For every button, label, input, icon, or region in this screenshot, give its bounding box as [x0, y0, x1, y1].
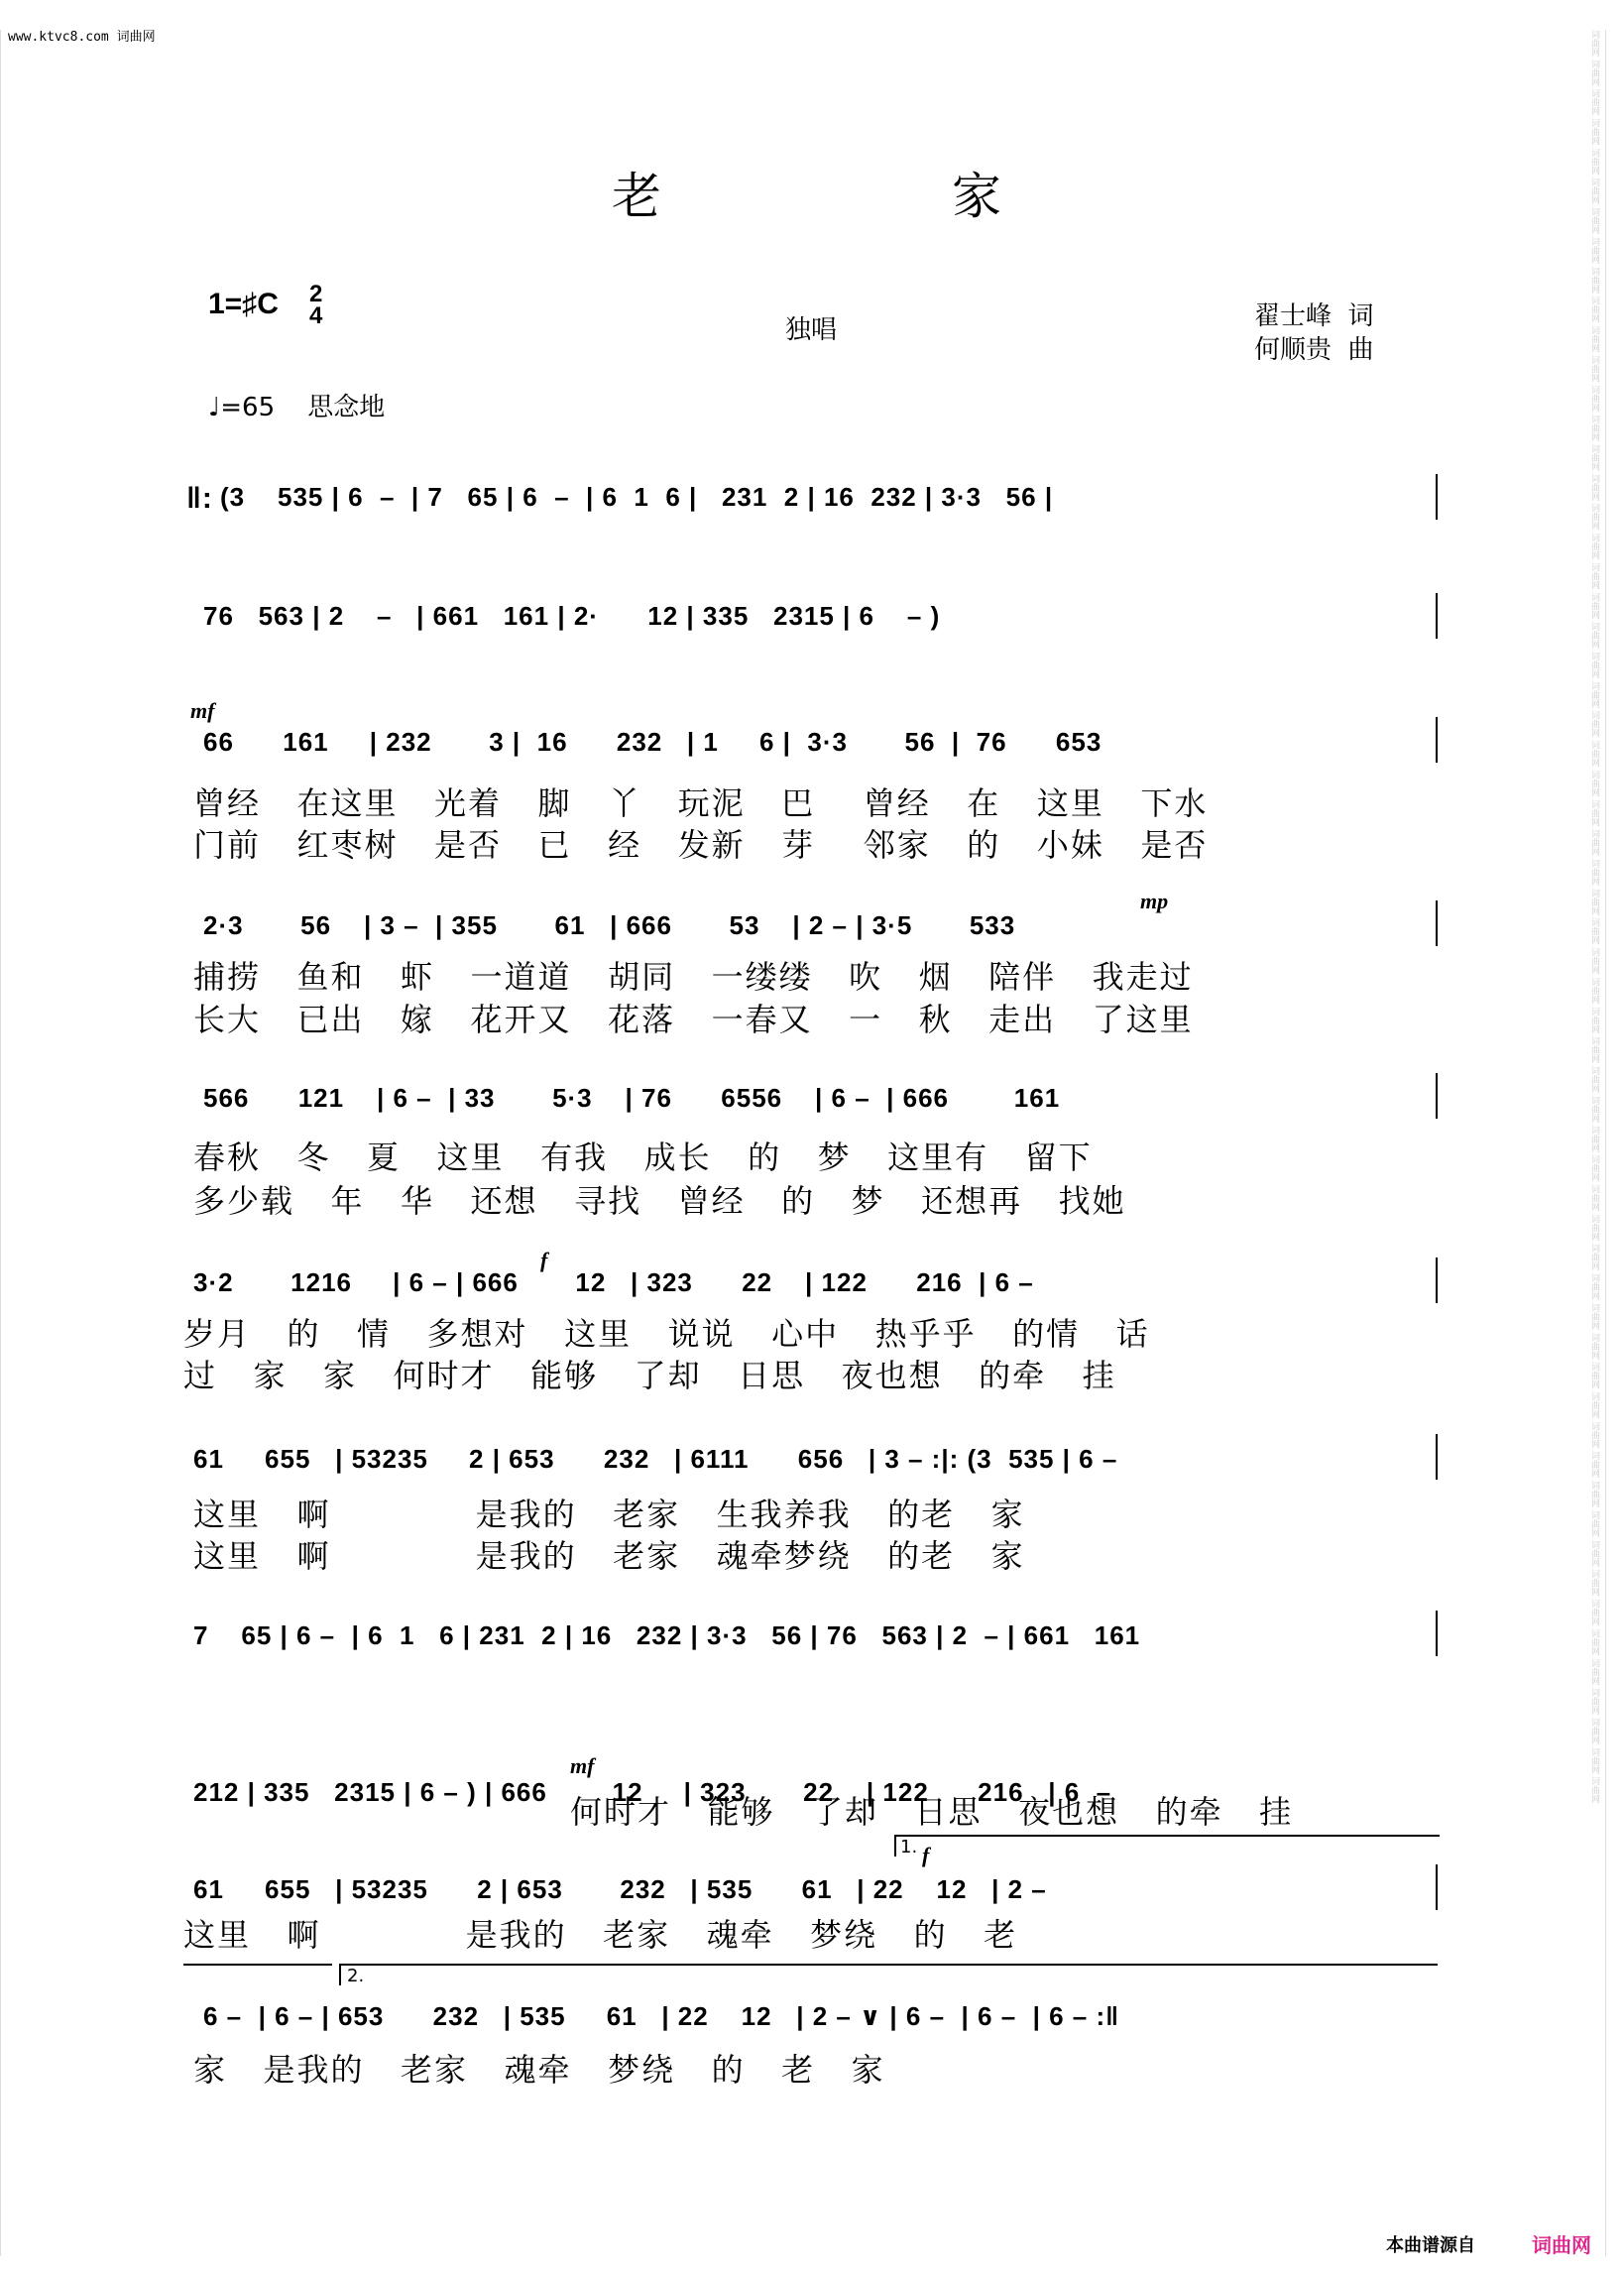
barline	[1436, 1258, 1438, 1303]
notation-line-6: 3·2 1216 | 6 – | 666 12 | 323 22 | 122 216 | 6 –	[193, 1267, 1034, 1297]
notation-line-4: 2·3 56 | 3 – | 355 61 | 666 53 | 2 – | 3·5 533	[203, 910, 1016, 940]
lyrics-line-10: 这里 啊 是我的 老家 魂牵 梦绕 的 老	[183, 1916, 1018, 1954]
tempo-marking: ♩=65 思念地	[208, 393, 386, 422]
notation-line-8: 7 65 | 6 – | 6 1 6 | 231 2 | 16 232 | 3·3 56 | 76 563 | 2 – | 661 161	[193, 1620, 1141, 1650]
dynamic-mp: mp	[1140, 889, 1169, 913]
footer-brand[interactable]: 词曲网	[1532, 2233, 1591, 2257]
lyrics-line-6-verse-2: 过 家 家 何时才 能够 了却 日思 夜也想 的牵 挂	[183, 1357, 1116, 1394]
dynamic-mf: mf	[190, 698, 215, 723]
barline	[1436, 474, 1438, 520]
barline	[1436, 1073, 1438, 1119]
lyricist: 翟士峰 词	[1254, 301, 1374, 331]
title-char-1: 老	[612, 168, 661, 225]
lyrics-line-4-verse-1: 捕捞 鱼和 虾 一道道 胡同 一缕缕 吹 烟 陪伴 我走过	[193, 958, 1194, 996]
dynamic-f: f	[922, 1843, 930, 1867]
notation-line-10: 61 655 | 53235 2 | 653 232 | 535 61 | 22 12 | 2 –	[193, 1874, 1047, 1904]
time-bottom: 4	[309, 302, 323, 329]
repeat-start: ‖:	[186, 482, 213, 515]
time-signature	[309, 281, 323, 329]
lyrics-line-6-verse-1: 岁月 的 情 多想对 这里 说说 心中 热乎乎 的情 话	[183, 1315, 1150, 1353]
notation-line-7: 61 655 | 53235 2 | 653 232 | 6111 656 | 3 – :|: (3 535 | 6 –	[193, 1444, 1118, 1474]
volta-bracket-1-end	[183, 1964, 332, 1985]
volta-bracket-1	[894, 1835, 1440, 1857]
dynamic-f: f	[540, 1248, 548, 1272]
right-watermark-strip: 词曲网 词曲网 词曲网 词曲网 词曲网 词曲网 词曲网 词曲网 词曲网 词曲网 词曲网 词曲网 词曲网 词曲网 词曲网 词曲网 词曲网 词曲网 词曲网 词曲网 词曲网 词曲网 词曲网 词曲网 词曲网 词曲网 词曲网 词曲网 词曲网 词曲网 词曲网 词曲网 词曲网 词曲网 词曲网 词曲网 词曲网 词曲网 词曲网 词曲网 词曲网 词曲网 词曲网 词曲网 词曲网 词曲网 词曲网 词曲网 词曲网 词曲网 词曲网 词曲网 词曲网 词曲网 词曲网 词曲网 词曲网 词曲网 词曲网 词曲网	[1605, 30, 1624, 2256]
composer: 何顺贵 曲	[1254, 335, 1374, 365]
barline	[1436, 900, 1438, 946]
key-signature: 1=♯C	[208, 288, 279, 320]
barline	[1436, 1864, 1438, 1910]
notation-line-11: 6 – | 6 – | 653 232 | 535 61 | 22 12 | 2 – ∨ | 6 – | 6 – | 6 – :‖	[203, 2001, 1120, 2031]
lyrics-line-5-verse-1: 春秋 冬 夏 这里 有我 成长 的 梦 这里有 留下	[193, 1138, 1093, 1176]
lyrics-line-11: 家 是我的 老家 魂牵 梦绕 的 老 家	[193, 2051, 885, 2089]
lyrics-line-5-verse-2: 多少载 年 华 还想 寻找 曾经 的 梦 还想再 找她	[193, 1182, 1126, 1220]
lyrics-line-7-verse-2: 这里 啊 是我的 老家 魂牵梦绕 的老 家	[193, 1537, 1025, 1575]
barline	[1436, 1611, 1438, 1656]
volta-label-1: 1.	[900, 1837, 918, 1857]
lyrics-line-3-verse-1: 曾经 在这里 光着 脚 丫 玩泥 巴 曾经 在 这里 下水	[193, 784, 1209, 822]
footer-source-text: 本曲谱源自	[1386, 2235, 1475, 2256]
lyrics-line-7-verse-1: 这里 啊 是我的 老家 生我养我 的老 家	[193, 1496, 1025, 1533]
barline	[1436, 1434, 1438, 1480]
barline	[1436, 593, 1438, 639]
notation-line-2: 76 563 | 2 – | 661 161 | 2· 12 | 335 2315 | 6 – )	[203, 601, 941, 631]
volta-label-2: 2.	[347, 1966, 365, 1986]
notation-line-5: 566 121 | 6 – | 33 5·3 | 76 6556 | 6 – | 666 161	[203, 1083, 1061, 1113]
notation-line-1: (3 535 | 6 – | 7 65 | 6 – | 6 1 6 | 231 2 | 16 232 | 3·3 56 |	[220, 482, 1054, 512]
dynamic-mf: mf	[570, 1753, 595, 1778]
lyrics-line-4-verse-2: 长大 已出 嫁 花开又 花落 一春又 一 秋 走出 了这里	[193, 1001, 1194, 1038]
time-top: 2	[309, 281, 323, 307]
barline	[1436, 717, 1438, 763]
volta-bracket-2	[339, 1964, 1438, 1985]
left-watermark-strip	[0, 30, 19, 2256]
lyrics-line-3-verse-2: 门前 红枣树 是否 已 经 发新 芽 邻家 的 小妹 是否	[193, 826, 1209, 864]
title-char-2: 家	[952, 168, 1001, 225]
notation-line-9: 212 | 335 2315 | 6 – ) | 666 12 | 323 22 | 122 216 | 6 –	[193, 1777, 1112, 1807]
lyrics-line-9: 何时才 能够 了却 日思 夜也想 的牵 挂	[570, 1793, 1294, 1831]
site-watermark: www.ktvc8.com 词曲网	[8, 30, 156, 45]
performance-type: 独唱	[785, 315, 838, 345]
notation-line-3: 66 161 | 232 3 | 16 232 | 1 6 | 3·3 56 | 76 653	[203, 727, 1102, 757]
